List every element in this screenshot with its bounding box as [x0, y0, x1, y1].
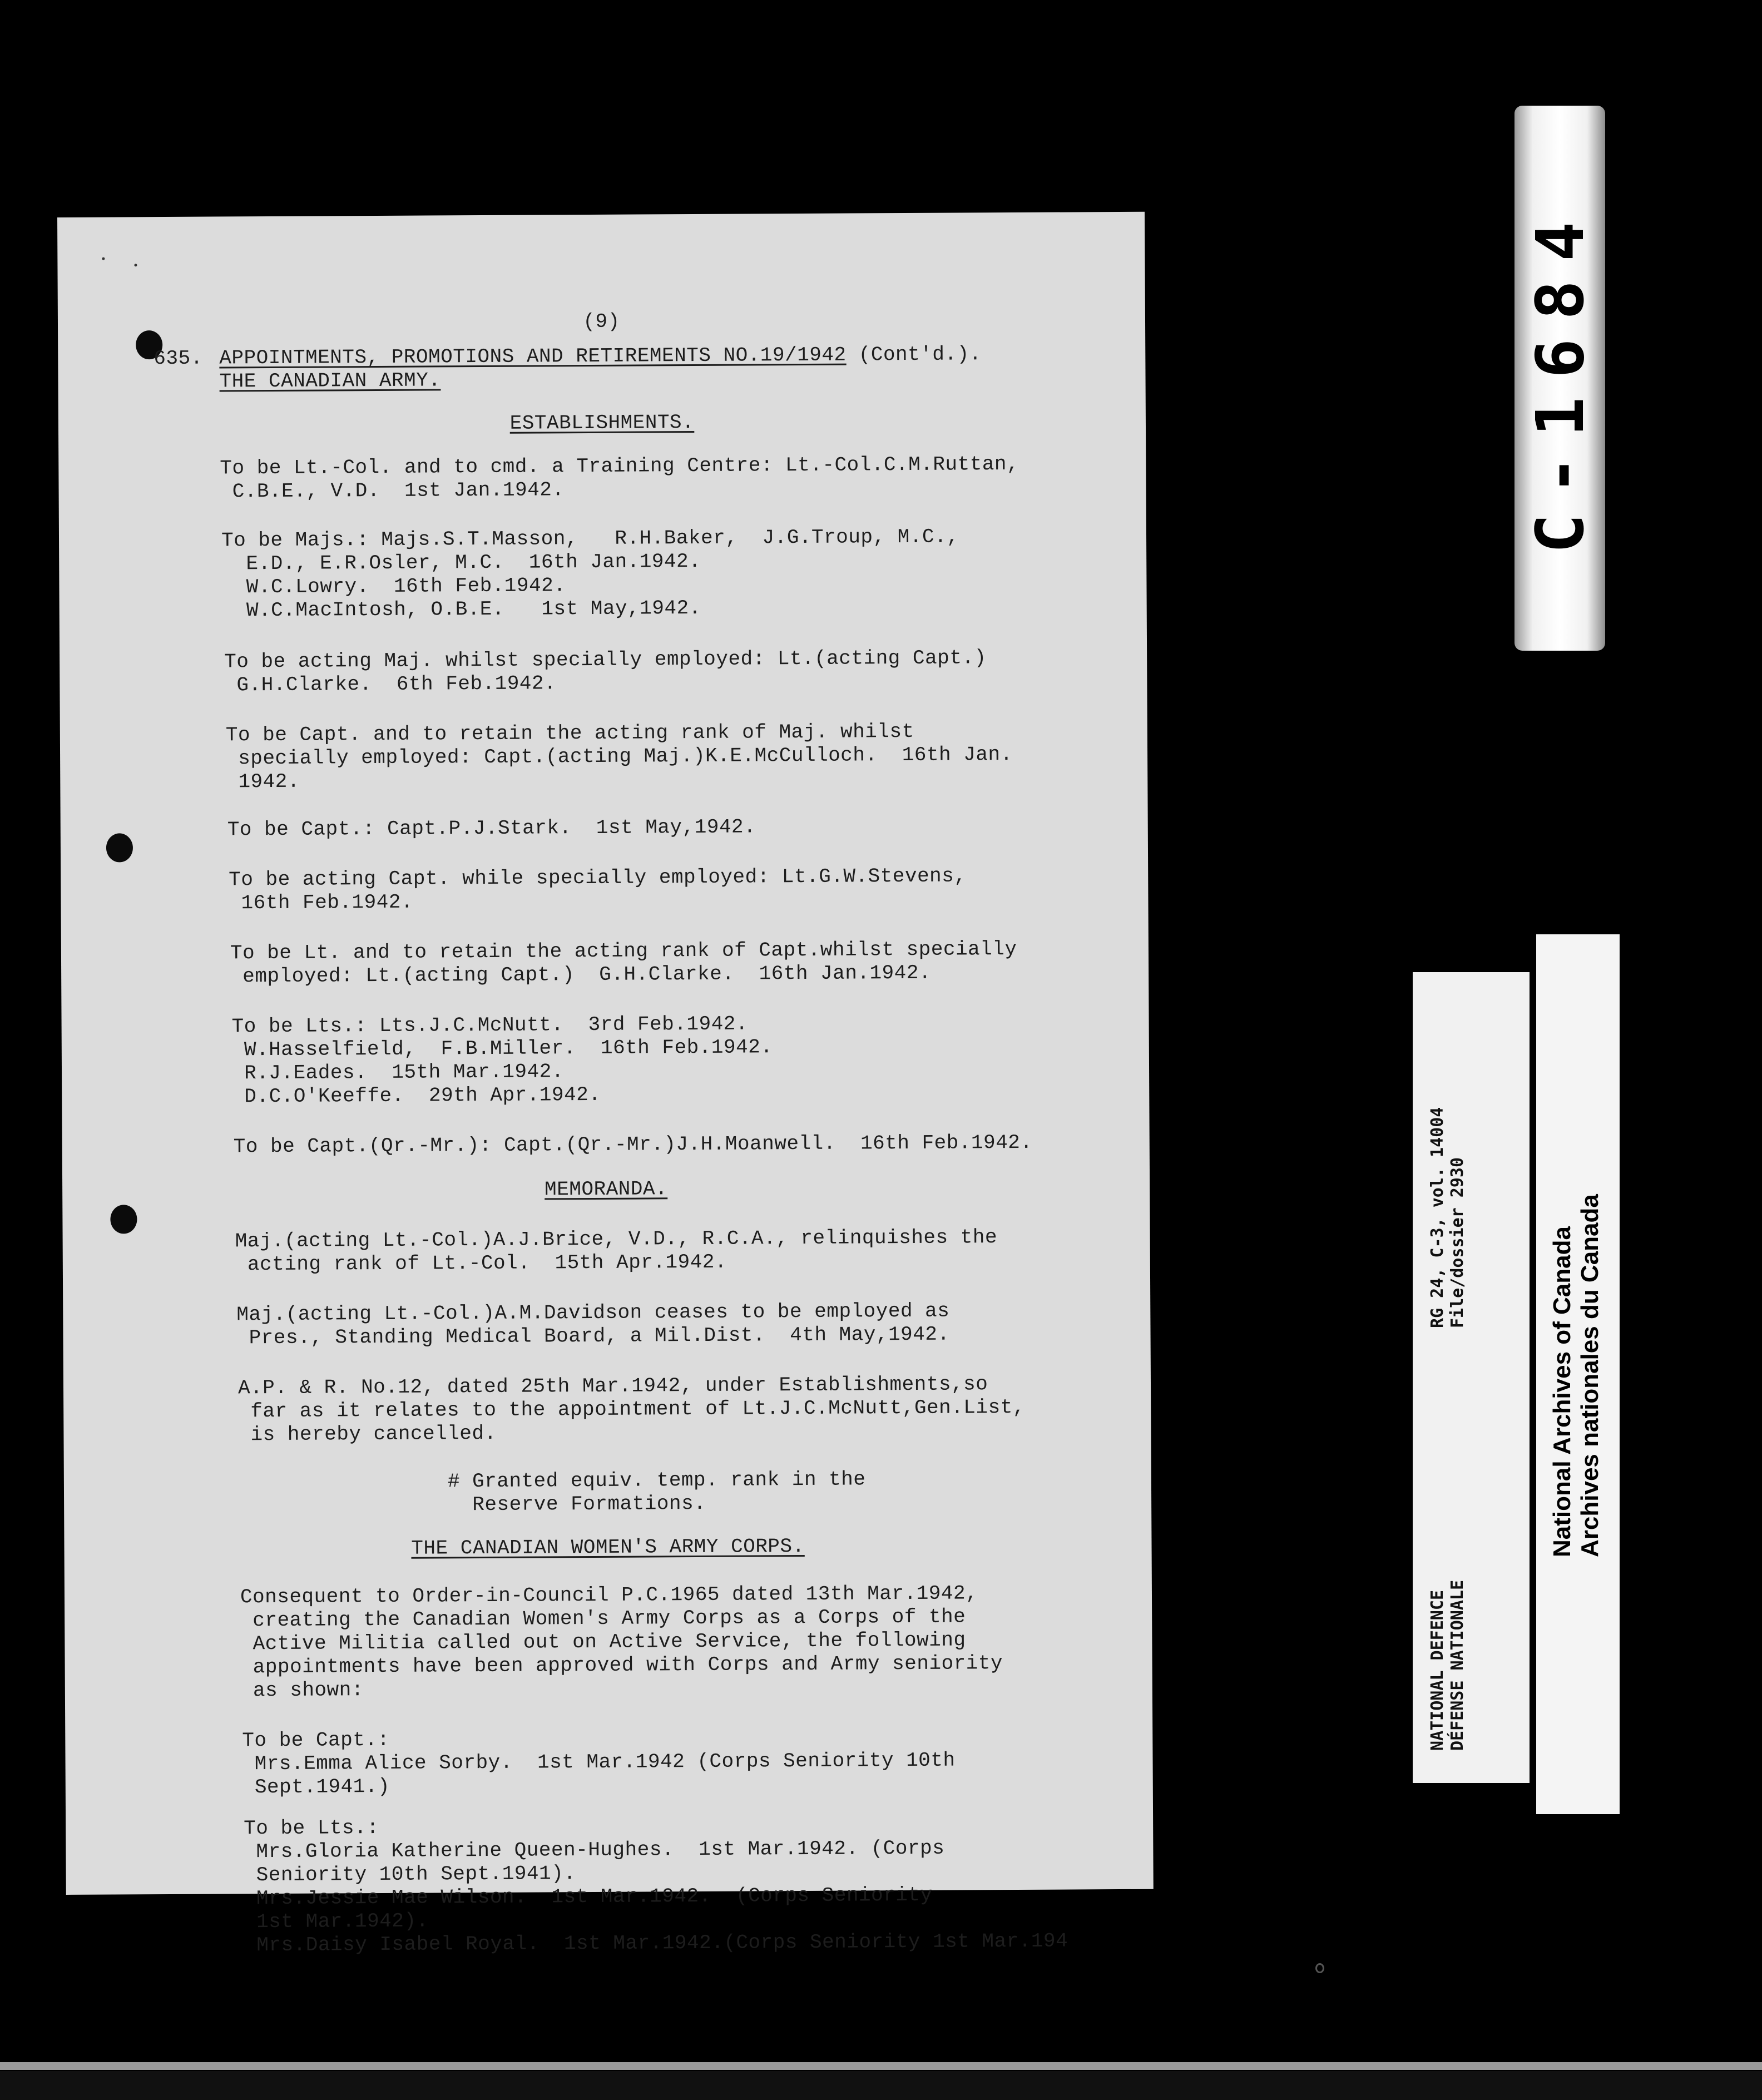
- paragraph-line: specially employed: Capt.(acting Maj.)K.E.McCulloch. 16th Jan.: [225, 743, 1013, 770]
- paragraph-line: R.J.Eades. 15th Mar.1942.: [231, 1060, 564, 1085]
- paragraph-line: Maj.(acting Lt.-Col.)A.J.Brice, V.D., R.C.A., relinquishes the: [235, 1226, 998, 1253]
- paragraph-line: To be Lt. and to retain the acting rank of Capt.whilst specially: [230, 937, 1017, 965]
- paragraph-line: acting rank of Lt.-Col. 15th Apr.1942.: [235, 1250, 727, 1276]
- paragraph-line: 1st Mar.1942).: [244, 1909, 429, 1934]
- paragraph-line: W.Hasselfield, F.B.Miller. 16th Feb.1942.: [231, 1036, 773, 1062]
- archives-label: [1536, 934, 1620, 1814]
- cwac-title: THE CANADIAN WOMEN'S ARMY CORPS.: [411, 1534, 805, 1560]
- film-edge: [0, 2062, 1762, 2070]
- paragraph-line: Mrs.Daisy Isabel Royal. 1st Mar.1942.(Corps Seniority 1st Mar.194: [244, 1929, 1068, 1957]
- reel-number: C-1684: [1521, 202, 1598, 554]
- page-number: (9): [583, 310, 620, 334]
- paragraph-line: To be acting Capt. while specially employed: Lt.G.W.Stevens,: [229, 864, 967, 891]
- paragraph-line: Mrs.Gloria Katherine Queen-Hughes. 1st Mar.1942. (Corps: [244, 1836, 945, 1864]
- archives-line2: Archives nationales du Canada: [1576, 1194, 1603, 1557]
- paragraph-line: C.B.E., V.D. 1st Jan.1942.: [220, 478, 565, 503]
- paragraph-line: 16th Feb.1942.: [229, 890, 414, 915]
- paragraph-line: To be Capt. and to retain the acting rank of Maj. whilst: [225, 720, 914, 747]
- paragraph-line: Pres., Standing Medical Board, a Mil.Dist. 4th May,1942.: [236, 1323, 950, 1350]
- paragraph-line: D.C.O'Keeffe. 29th Apr.1942.: [232, 1083, 601, 1108]
- paragraph-line: To be Capt.(Qr.-Mr.): Capt.(Qr.-Mr.)J.H.Moanwell. 16th Feb.1942.: [233, 1131, 1033, 1158]
- paragraph-line: E.D., E.R.Osler, M.C. 16th Jan.1942.: [221, 549, 701, 576]
- film-mark: [1315, 1963, 1324, 1973]
- establishments-title: ESTABLISHMENTS.: [509, 411, 695, 435]
- paragraph-line: Maj.(acting Lt.-Col.)A.M.Davidson ceases to be employed as: [236, 1299, 950, 1326]
- footnote-line: Reserve Formations.: [448, 1492, 706, 1517]
- ref-line1: RG 24, C-3, vol. 14004: [1428, 1107, 1447, 1328]
- heading-main: APPOINTMENTS, PROMOTIONS AND RETIREMENTS NO.19/1942: [219, 343, 847, 370]
- heading-line1: [219, 343, 982, 370]
- paragraph-line: To be Capt.:: [242, 1728, 390, 1752]
- paragraph-line: To be Lt.-Col. and to cmd. a Training Centre: Lt.-Col.C.M.Ruttan,: [220, 452, 1019, 480]
- paragraph-line: Active Militia called out on Active Service, the following: [240, 1628, 966, 1656]
- file-reference-label: [1413, 972, 1530, 1783]
- paragraph-line: W.C.Lowry. 16th Feb.1942.: [221, 574, 566, 599]
- film-edge-dark: [0, 2071, 1762, 2100]
- paragraph-line: G.H.Clarke. 6th Feb.1942.: [224, 672, 557, 697]
- paragraph-line: W.C.MacIntosh, O.B.E. 1st May,1942.: [221, 596, 701, 622]
- paragraph-line: 1942.: [226, 770, 300, 794]
- dept-line1: NATIONAL DEFENCE: [1428, 1590, 1447, 1751]
- paragraph-line: To be Lts.: Lts.J.C.McNutt. 3rd Feb.1942.: [231, 1012, 749, 1038]
- paragraph-line: To be Lts.:: [244, 1816, 379, 1840]
- paragraph-line: Sept.1941.): [242, 1775, 390, 1799]
- heading-cont: (Cont'd.).: [846, 343, 982, 366]
- dept-line2: DÉFENSE NATIONALE: [1448, 1579, 1467, 1751]
- paragraph-line: is hereby cancelled.: [238, 1422, 497, 1447]
- paragraph-line: To be Capt.: Capt.P.J.Stark. 1st May,1942.: [227, 815, 756, 841]
- memoranda-title: MEMORANDA.: [545, 1177, 668, 1201]
- ref-line2: File/dossier 2930: [1448, 1157, 1467, 1328]
- paragraph-line: To be acting Maj. whilst specially employed: Lt.(acting Capt.): [224, 646, 987, 673]
- paragraph-line: Mrs.Jessie Mae Wilson. 1st Mar.1942. (Corps Seniority: [244, 1883, 933, 1910]
- paragraph-line: appointments have been approved with Corps and Army seniority: [240, 1652, 1003, 1679]
- document-page: [57, 212, 1154, 1957]
- paragraph-line: To be Majs.: Majs.S.T.Masson, R.H.Baker, J.G.Troup, M.C.,: [221, 525, 959, 552]
- archives-line1: National Archives of Canada: [1548, 1226, 1576, 1557]
- paragraph-line: far as it relates to the appointment of Lt.J.C.McNutt,Gen.List,: [238, 1395, 1025, 1423]
- paragraph-line: Seniority 10th Sept.1941).: [244, 1862, 576, 1887]
- reel-number-strip: [1514, 106, 1605, 651]
- section-number: 635.: [154, 346, 203, 370]
- paragraph-line: creating the Canadian Women's Army Corps as a Corps of the: [240, 1605, 966, 1632]
- paragraph-line: as shown:: [240, 1678, 364, 1702]
- paragraph-line: A.P. & R. No.12, dated 25th Mar.1942, under Establishments,so: [237, 1373, 988, 1400]
- paragraph-line: employed: Lt.(acting Capt.) G.H.Clarke. 16th Jan.1942.: [230, 961, 932, 988]
- document-text: [57, 212, 1154, 1957]
- paragraph-line: Mrs.Emma Alice Sorby. 1st Mar.1942 (Corps Seniority 10th: [242, 1749, 956, 1776]
- footnote-line: # Granted equiv. temp. rank in the: [447, 1468, 866, 1493]
- heading-line2: THE CANADIAN ARMY.: [219, 369, 441, 393]
- paragraph-line: Consequent to Order-in-Council P.C.1965 dated 13th Mar.1942,: [240, 1582, 978, 1609]
